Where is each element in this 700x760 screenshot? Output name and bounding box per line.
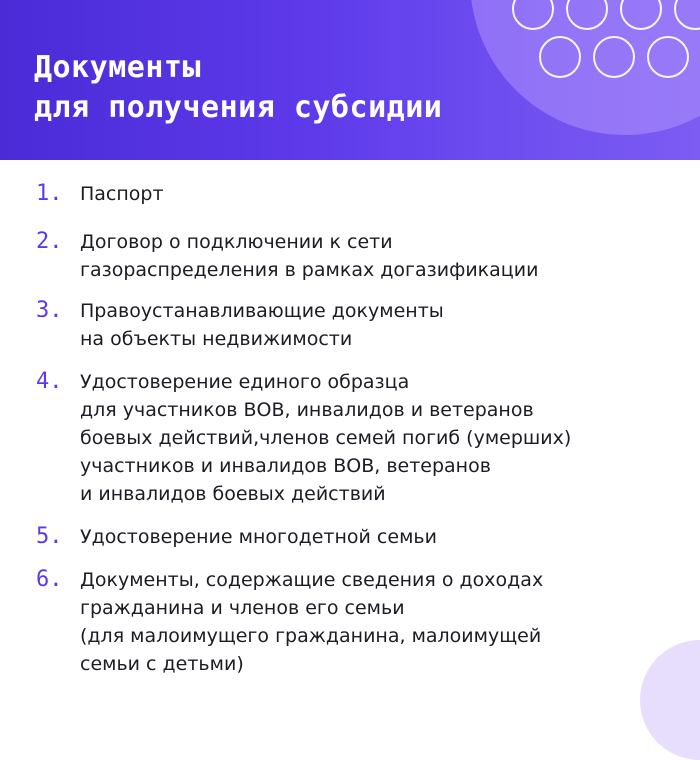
page-title-line-1: Документы	[34, 50, 202, 85]
list-item-text: Удостоверение единого образца для участников ВОВ, инвалидов и ветеранов боевых действий,членов семей погиб (умерших) участников и инвалидов ВОВ, ветеранов и инвалидов боевых действий	[80, 371, 572, 505]
list-item	[36, 297, 444, 353]
list-item-text: Правоустанавливающие документы на объекты недвижимости	[80, 300, 444, 350]
list-item-text: Удостоверение многодетной семьи	[80, 526, 437, 548]
list-item-number: 4.	[36, 369, 63, 394]
list-item-text: Паспорт	[80, 183, 164, 205]
list-item-text: Договор о подключении к сети газораспределения в рамках догазификации	[80, 231, 539, 281]
list-item	[36, 368, 571, 508]
list-item	[36, 180, 164, 208]
list-item-number: 2.	[36, 229, 63, 254]
list-item	[36, 566, 543, 678]
list-item-number: 6.	[36, 567, 63, 592]
page-title-line-2: для получения субсидии	[34, 90, 443, 125]
list-item-number: 3.	[36, 298, 63, 323]
list-item-text: Документы, содержащие сведения о доходах гражданина и членов его семьи (для малоимущего гражданина, малоимущей семьи с детьми)	[80, 569, 544, 675]
list-item	[36, 228, 538, 284]
list-item	[36, 523, 437, 551]
list-item-number: 1.	[36, 181, 63, 206]
list-item-number: 5.	[36, 524, 63, 549]
